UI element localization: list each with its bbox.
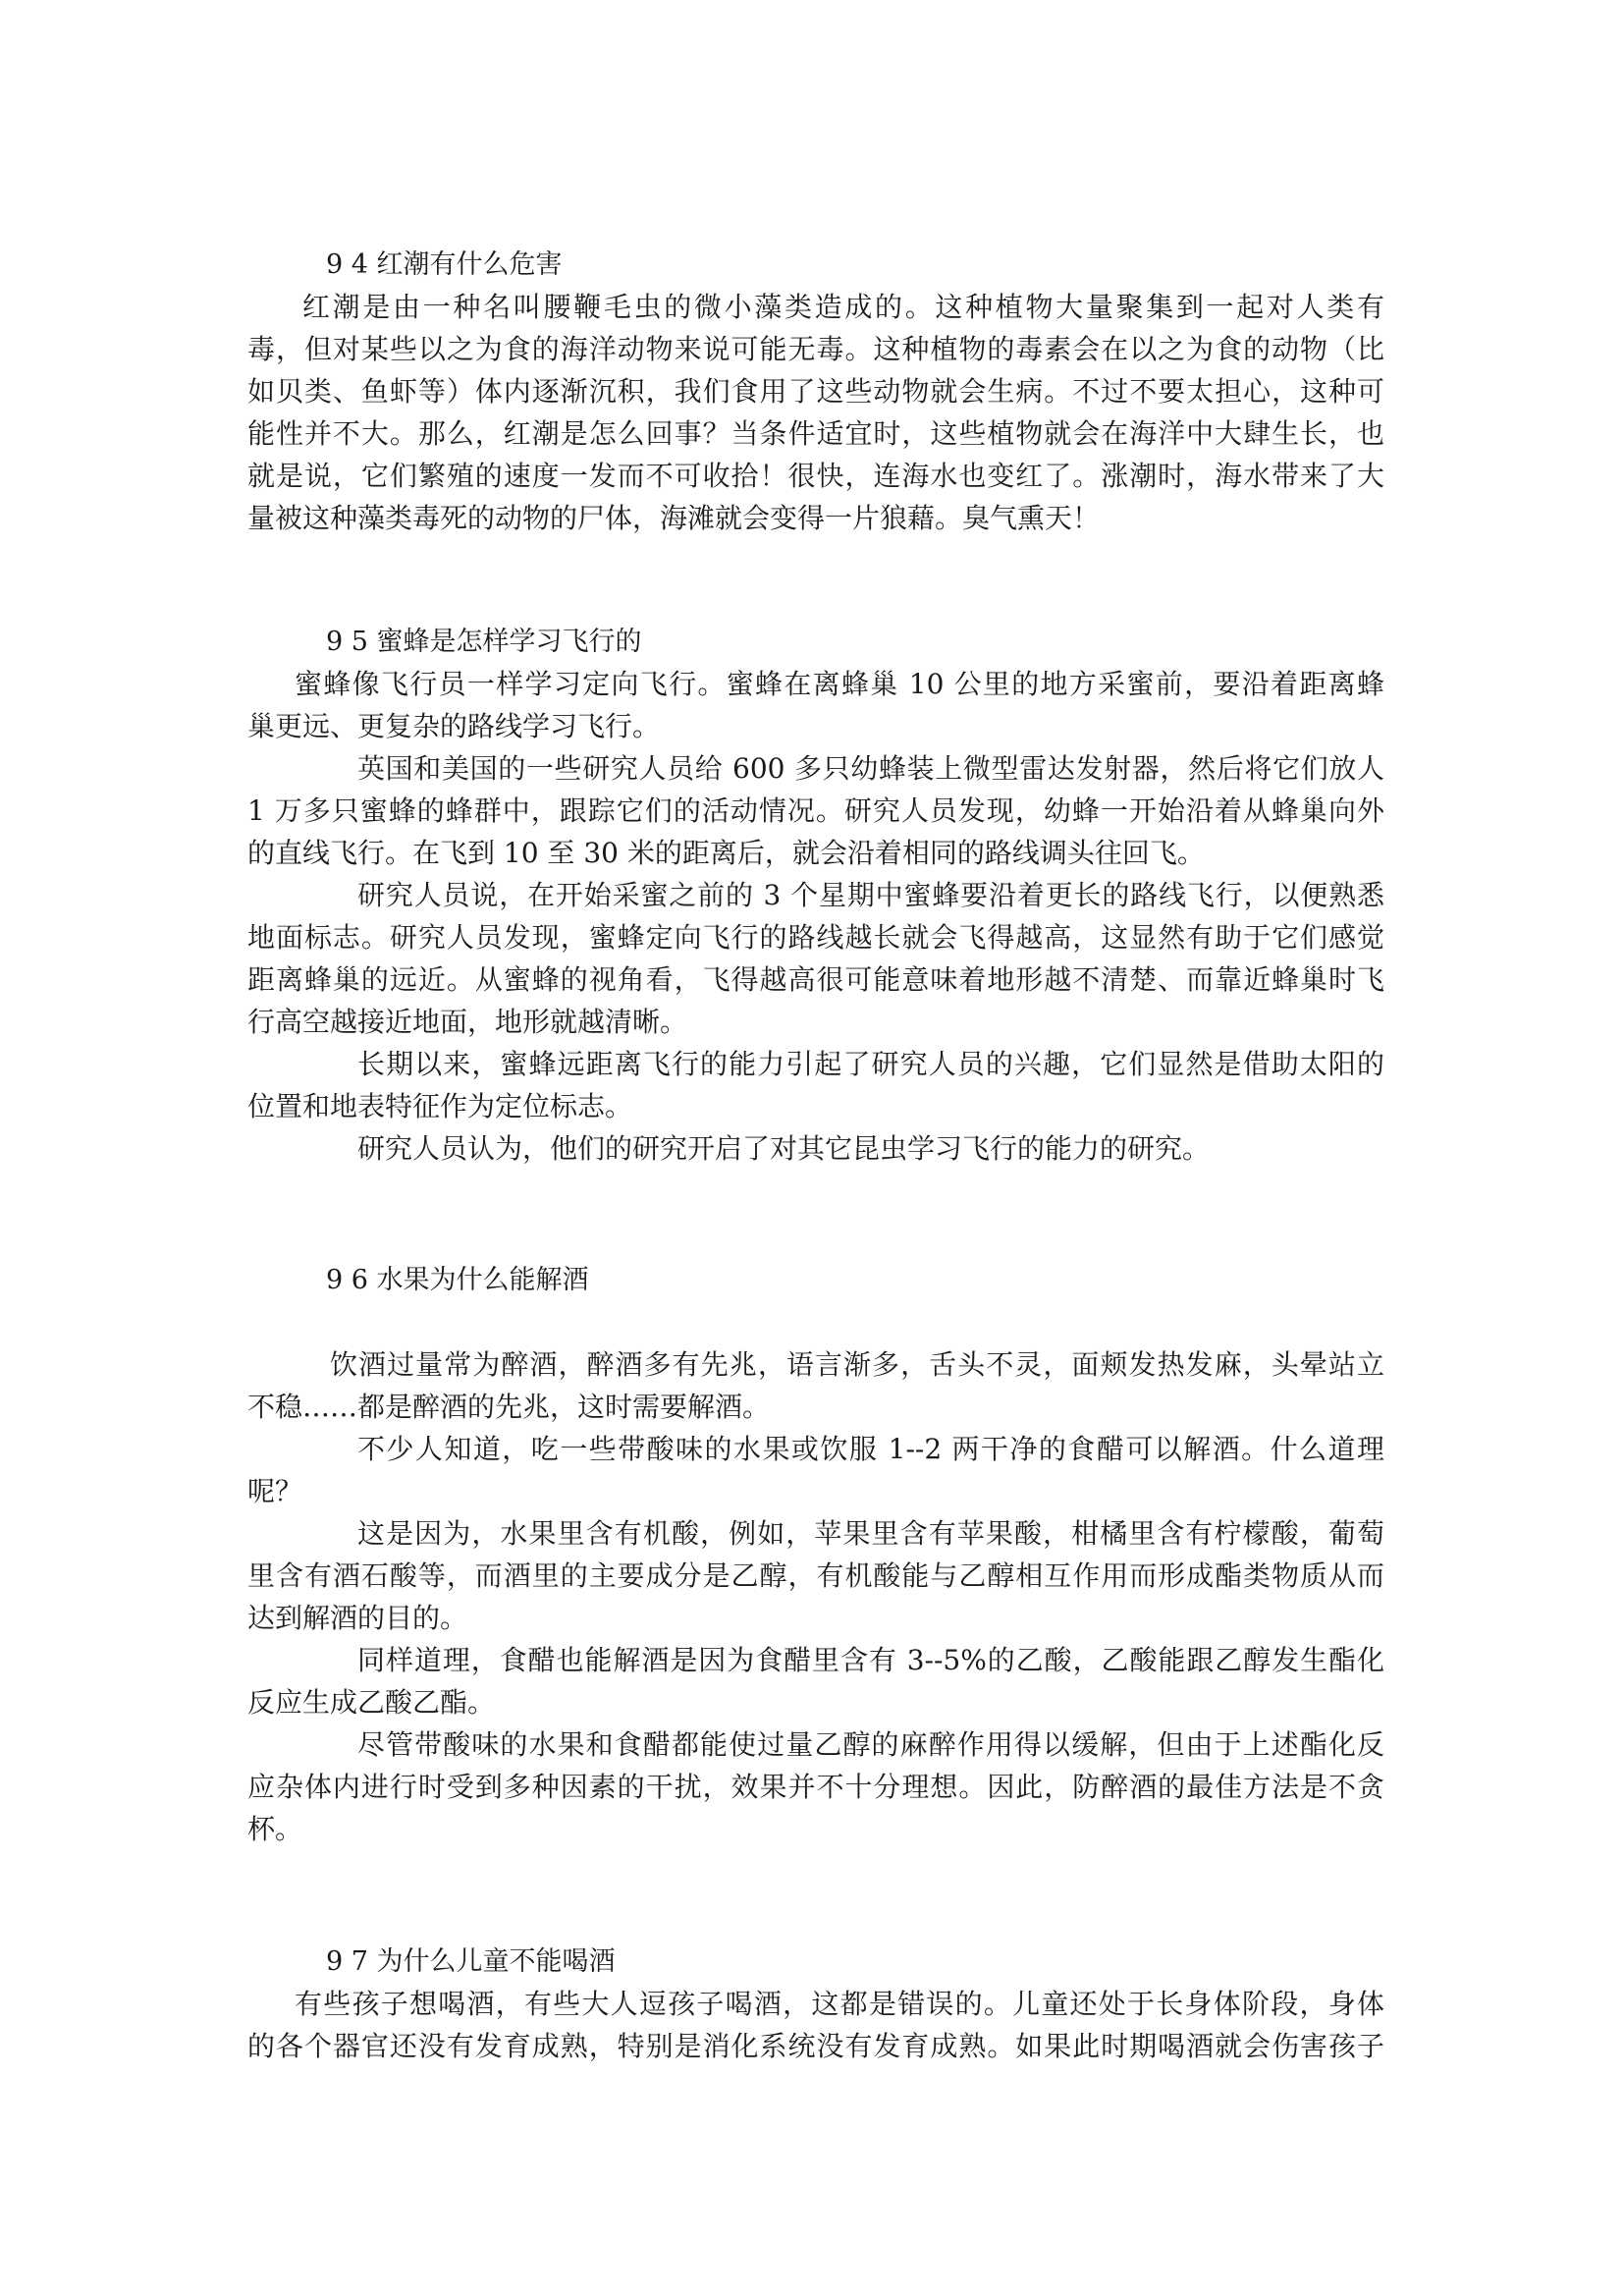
paragraph-line: 不少人知道，吃一些带酸味的水果或饮服 1--2 两干净的食醋可以解酒。什么道理 — [357, 1433, 1384, 1465]
section-title: 9 7 为什么儿童不能喝酒 — [326, 1946, 616, 1977]
paragraph-line: 英国和美国的一些研究人员给 600 多只幼蜂装上微型雷达发射器，然后将它们放人 — [357, 752, 1384, 785]
paragraph-line: 毒，但对某些以之为食的海洋动物来说可能无毒。这种植物的毒素会在以之为食的动物（比 — [247, 333, 1384, 365]
paragraph-line: 蜜蜂像飞行员一样学习定向飞行。蜜蜂在离蜂巢 10 公里的地方采蜜前，要沿着距离蜂 — [295, 668, 1384, 700]
paragraph-line: 就是说，它们繁殖的速度一发而不可收拾！很快，连海水也变红了。涨潮时，海水带来了大 — [247, 460, 1384, 492]
paragraph-line: 能性并不大。那么，红潮是怎么回事？当条件适宜时，这些植物就会在海洋中大肆生长，也 — [247, 417, 1384, 450]
paragraph-line: 达到解酒的目的。 — [247, 1602, 468, 1634]
paragraph-line: 研究人员认为，他们的研究开启了对其它昆虫学习飞行的能力的研究。 — [357, 1132, 1211, 1165]
paragraph-line: 这是因为，水果里含有机酸，例如，苹果里含有苹果酸，柑橘里含有柠檬酸，葡萄 — [357, 1517, 1384, 1550]
paragraph-line: 红潮是由一种名叫腰鞭毛虫的微小藻类造成的。这种植物大量聚集到一起对人类有 — [302, 291, 1384, 323]
paragraph-line: 有些孩子想喝酒，有些大人逗孩子喝酒，这都是错误的。儿童还处于长身体阶段，身体 — [295, 1988, 1384, 2020]
section-title: 9 6 水果为什么能解酒 — [326, 1265, 589, 1295]
section-title: 9 4 红潮有什么危害 — [326, 249, 563, 280]
section-title: 9 5 蜜蜂是怎样学习飞行的 — [326, 627, 642, 657]
paragraph-line: 反应生成乙酸乙酯。 — [247, 1686, 496, 1719]
paragraph-line: 的直线飞行。在飞到 10 至 30 米的距离后，就会沿着相同的路线调头往回飞。 — [247, 837, 1205, 869]
paragraph-line: 不稳……都是醉酒的先兆，这时需要解酒。 — [247, 1391, 771, 1423]
paragraph-line: 应杂体内进行时受到多种因素的干扰，效果并不十分理想。因此，防醉酒的最佳方法是不贪 — [247, 1771, 1384, 1803]
paragraph-line: 巢更远、更复杂的路线学习飞行。 — [247, 710, 661, 742]
paragraph-line: 呢？ — [247, 1475, 303, 1507]
paragraph-line: 研究人员说，在开始采蜜之前的 3 个星期中蜜蜂要沿着更长的路线飞行，以便熟悉 — [357, 879, 1384, 911]
paragraph-line: 尽管带酸味的水果和食醋都能使过量乙醇的麻醉作用得以缓解，但由于上述酯化反 — [357, 1728, 1384, 1761]
paragraph-line: 的各个器官还没有发育成熟，特别是消化系统没有发育成熟。如果此时期喝酒就会伤害孩子 — [247, 2030, 1384, 2062]
paragraph-line: 同样道理，食醋也能解酒是因为食醋里含有 3--5%的乙酸，乙酸能跟乙醇发生酯化 — [357, 1644, 1384, 1676]
paragraph-line: 位置和地表特征作为定位标志。 — [247, 1090, 633, 1122]
paragraph-line: 杯。 — [247, 1813, 303, 1845]
paragraph-line: 如贝类、鱼虾等）体内逐渐沉积，我们食用了这些动物就会生病。不过不要太担心，这种可 — [247, 375, 1384, 408]
paragraph-line: 长期以来，蜜蜂远距离飞行的能力引起了研究人员的兴趣，它们显然是借助太阳的 — [357, 1048, 1384, 1080]
paragraph-line: 饮酒过量常为醉酒，醉酒多有先兆，语言渐多，舌头不灵，面颊发热发麻，头晕站立 — [330, 1348, 1384, 1381]
paragraph-line: 里含有酒石酸等，而酒里的主要成分是乙醇，有机酸能与乙醇相互作用而形成酯类物质从而 — [247, 1559, 1384, 1592]
paragraph-line: 1 万多只蜜蜂的蜂群中，跟踪它们的活动情况。研究人员发现，幼蜂一开始沿着从蜂巢向外 — [247, 794, 1384, 827]
paragraph-line: 地面标志。研究人员发现，蜜蜂定向飞行的路线越长就会飞得越高，这显然有助于它们感觉 — [247, 921, 1384, 954]
paragraph-line: 行高空越接近地面，地形就越清晰。 — [247, 1006, 688, 1038]
paragraph-line: 量被这种藻类毒死的动物的尸体，海滩就会变得一片狼藉。臭气熏天！ — [247, 502, 1101, 534]
paragraph-line: 距离蜂巢的远近。从蜜蜂的视角看，飞得越高很可能意味着地形越不清楚、而靠近蜂巢时飞 — [247, 963, 1384, 996]
